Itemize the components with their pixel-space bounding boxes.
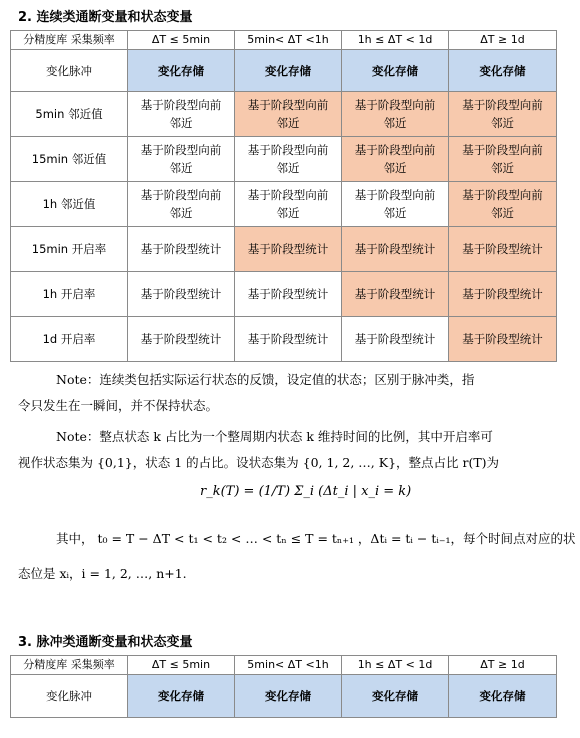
column-header: 5min< ΔT <1h xyxy=(235,31,342,50)
row-label: 1h 开启率 xyxy=(11,272,128,317)
column-header: 1h ≤ ΔT < 1d xyxy=(342,31,449,50)
column-header: 分精度库 采集频率 xyxy=(11,31,128,50)
column-header: ΔT ≤ 5min xyxy=(128,656,235,675)
column-header: 分精度库 采集频率 xyxy=(11,656,128,675)
table-cell: 基于阶段型统计 xyxy=(235,317,342,362)
note-1-line-2: 令只发生在一瞬间，并不保持状态。 xyxy=(18,398,219,413)
table-cell: 基于阶段型统计 xyxy=(449,317,557,362)
table-cell: 基于阶段型统计 xyxy=(342,317,449,362)
table-row xyxy=(11,92,557,137)
column-header: ΔT ≤ 5min xyxy=(128,31,235,50)
row-label: 变化脉冲 xyxy=(11,50,128,92)
row-label: 1d 开启率 xyxy=(11,317,128,362)
column-header: ΔT ≥ 1d xyxy=(449,31,557,50)
table-cell: 基于阶段型向前 邻近 xyxy=(128,92,235,137)
table-cell: 变化存储 xyxy=(342,675,449,718)
section-3-heading: 3. 脉冲类通断变量和状态变量 xyxy=(18,635,193,650)
pulse-variables-table xyxy=(10,655,557,718)
table-cell: 基于阶段型统计 xyxy=(235,227,342,272)
row-label: 15min 开启率 xyxy=(11,227,128,272)
table-header-row xyxy=(11,31,557,50)
table-cell: 变化存储 xyxy=(235,675,342,718)
table-row xyxy=(11,182,557,227)
table-cell: 基于阶段型向前 邻近 xyxy=(449,137,557,182)
occupancy-formula xyxy=(200,484,411,499)
table-header-row xyxy=(11,656,557,675)
table-cell: 基于阶段型向前 邻近 xyxy=(449,182,557,227)
section-2-heading: 2. 连续类通断变量和状态变量 xyxy=(18,10,193,25)
row-label: 变化脉冲 xyxy=(11,675,128,718)
table-row xyxy=(11,675,557,718)
table-cell: 基于阶段型统计 xyxy=(235,272,342,317)
table-cell: 基于阶段型统计 xyxy=(449,227,557,272)
row-label: 15min 邻近值 xyxy=(11,137,128,182)
formula-text: r_k(T) = (1/T) Σ_i (Δt_i | x_i = k) xyxy=(200,484,412,499)
where-clause-cont xyxy=(18,562,548,586)
note-1 xyxy=(18,368,580,392)
continuous-variables-table xyxy=(10,30,557,362)
column-header: 5min< ΔT <1h xyxy=(235,656,342,675)
table-cell: 基于阶段型统计 xyxy=(342,272,449,317)
row-label: 5min 邻近值 xyxy=(11,92,128,137)
note-2-line-2: 视作状态集为 {0,1}，状态 1 的占比。设状态集为 {0, 1, 2, …, K}，整点占比 r(T)为 xyxy=(18,455,500,470)
table-row xyxy=(11,137,557,182)
table-cell: 变化存储 xyxy=(449,50,557,92)
where-line-1: 其中， t₀ = T − ΔT < t₁ < t₂ < … < tₙ ≤ T = tₙ₊₁ ，Δtᵢ = tᵢ − tᵢ₋₁，每个时间点对应的状 xyxy=(56,531,576,546)
table-cell: 基于阶段型向前 邻近 xyxy=(128,137,235,182)
table-cell: 基于阶段型统计 xyxy=(128,272,235,317)
note-2 xyxy=(18,425,580,449)
table-cell: 基于阶段型向前 邻近 xyxy=(449,92,557,137)
note-2-cont xyxy=(18,451,548,475)
table-row xyxy=(11,272,557,317)
table-cell: 基于阶段型向前 邻近 xyxy=(128,182,235,227)
note-1-line-1: Note：连续类包括实际运行状态的反馈，设定值的状态；区别于脉冲类，指 xyxy=(56,372,475,387)
table-cell: 基于阶段型向前 邻近 xyxy=(235,182,342,227)
column-header: ΔT ≥ 1d xyxy=(449,656,557,675)
table-cell: 变化存储 xyxy=(342,50,449,92)
table-row xyxy=(11,317,557,362)
table-cell: 基于阶段型向前 邻近 xyxy=(235,92,342,137)
where-clause xyxy=(18,527,580,551)
table-cell: 基于阶段型向前 邻近 xyxy=(342,137,449,182)
table-cell: 基于阶段型向前 邻近 xyxy=(342,182,449,227)
where-line-2: 态位是 xᵢ，i = 1, 2, …, n+1. xyxy=(18,566,187,581)
row-label: 1h 邻近值 xyxy=(11,182,128,227)
table-row xyxy=(11,227,557,272)
note-1-cont xyxy=(18,394,548,418)
table-cell: 基于阶段型向前 邻近 xyxy=(342,92,449,137)
table-cell: 基于阶段型统计 xyxy=(128,227,235,272)
table-cell: 变化存储 xyxy=(128,675,235,718)
table-cell: 基于阶段型统计 xyxy=(128,317,235,362)
table-cell: 变化存储 xyxy=(128,50,235,92)
table-cell: 基于阶段型统计 xyxy=(342,227,449,272)
table-cell: 变化存储 xyxy=(235,50,342,92)
note-2-line-1: Note：整点状态 k 占比为一个整周期内状态 k 维持时间的比例，其中开启率可 xyxy=(56,429,493,444)
table-cell: 变化存储 xyxy=(449,675,557,718)
table-cell: 基于阶段型统计 xyxy=(449,272,557,317)
table-cell: 基于阶段型向前 邻近 xyxy=(235,137,342,182)
table-row xyxy=(11,50,557,92)
column-header: 1h ≤ ΔT < 1d xyxy=(342,656,449,675)
